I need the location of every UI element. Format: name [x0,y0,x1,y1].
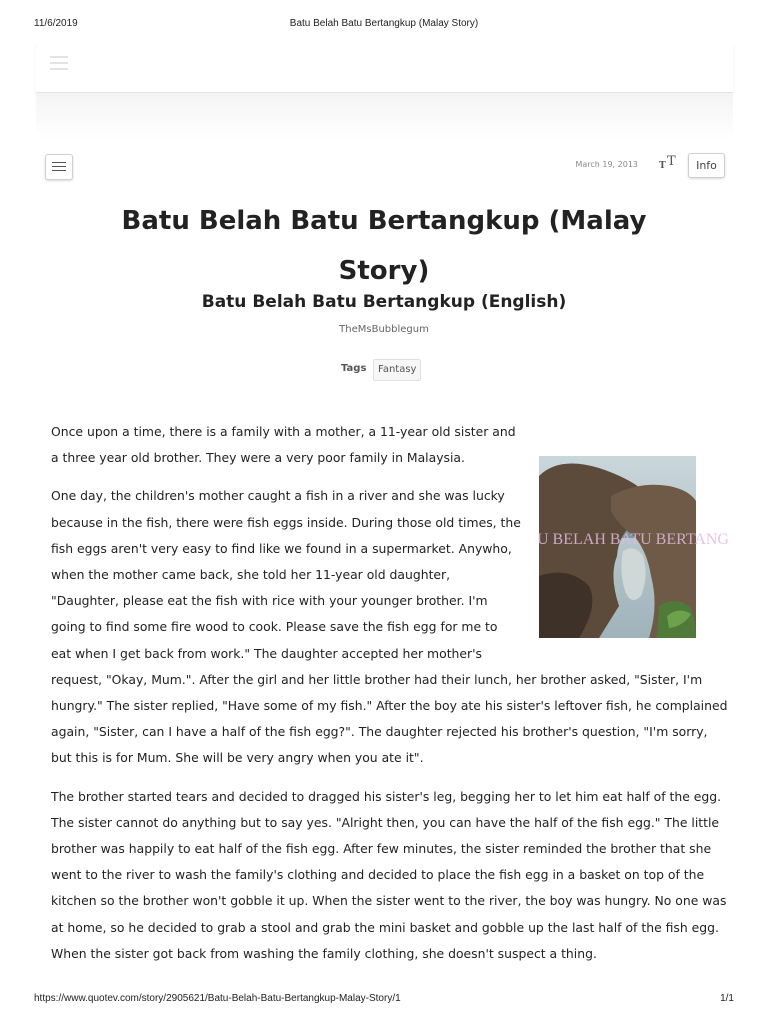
story-image [537,456,729,638]
story-paragraph: The brother started tears and decided to dragged his sister's leg, begging her to let him eat half of the egg. The sister cannot do anything but to say yes. "Alright then, you can have the half of the fish egg." The little brother was happily to eat half of the fish egg. After few minutes, the sister reminded the brother that she went to the river to wash the family's clothing and decided to place the fish egg in a basket on top of the kitchen so the brother won't gobble it up. When the sister went to the river, the boy was hungry. No one was at home, so he decided to grab a stool and grab the mini basket and gobble up the last half of the fish egg. When the sister got back from washing the family clothing, she doesn't suspect a thing. [51,788,727,961]
story-paragraph: One day, the children's mother caught a fish in a river and she was lucky because in the fish, there were fish eggs inside. During those old times, the fish eggs aren't very easy to find like we found in a supermarket. Anywho, when the mother came back, she told her 11-year old daughter, "Daughter, please eat the fish with rice with your younger brother. I'm going to find some fire wood to cook. Please save the fish egg for me to eat when I get back from work." The daughter accepted her mother's request, "Okay, Mum.". After the girl and her little brother had their lunch, her brother asked, "Sister, I'm hungry." The sister replied, "Have some of my fish." After the boy ate his sister's leftover fish, he complained again, "Sister, can I have a half of the fish egg?". The daughter rejected his brother's question, "I'm sorry, but this is for Mum. She will be very angry when you ate it". [51,488,728,766]
publish-date: March 19, 2013 [575,160,638,169]
chapter-menu-button[interactable] [45,154,73,180]
print-footer [0,993,768,1007]
info-button[interactable]: Info [688,153,725,178]
tag-fantasy[interactable]: Fantasy [373,359,421,381]
print-header [0,18,768,32]
tags-label: Tags [341,363,367,374]
author-link[interactable]: TheMsBubblegum [339,324,429,335]
print-url: https://www.quotev.com/story/2905621/Batu-Belah-Batu-Bertangkup-Malay-Story/1 [34,993,401,1004]
story-paragraph: Once upon a time, there is a family with a mother, a 11-year old sister and a three year old brother. They were a very poor family in Malaysia. [51,424,516,466]
image-overlay-text: U BELAH BATU BERTANG [537,531,729,548]
site-menu-icon[interactable] [50,56,68,74]
chapter-title: Batu Belah Batu Bertangkup (English) [201,292,567,312]
text-size-icon[interactable]: T T [659,154,676,171]
story-title: Batu Belah Batu Bertangkup (Malay Story) [121,206,647,286]
header-band [36,93,733,141]
print-date: 11/6/2019 [34,18,78,29]
site-topbar [36,42,733,93]
page-number: 1/1 [720,993,734,1004]
print-title: Batu Belah Batu Bertangkup (Malay Story) [289,18,479,29]
